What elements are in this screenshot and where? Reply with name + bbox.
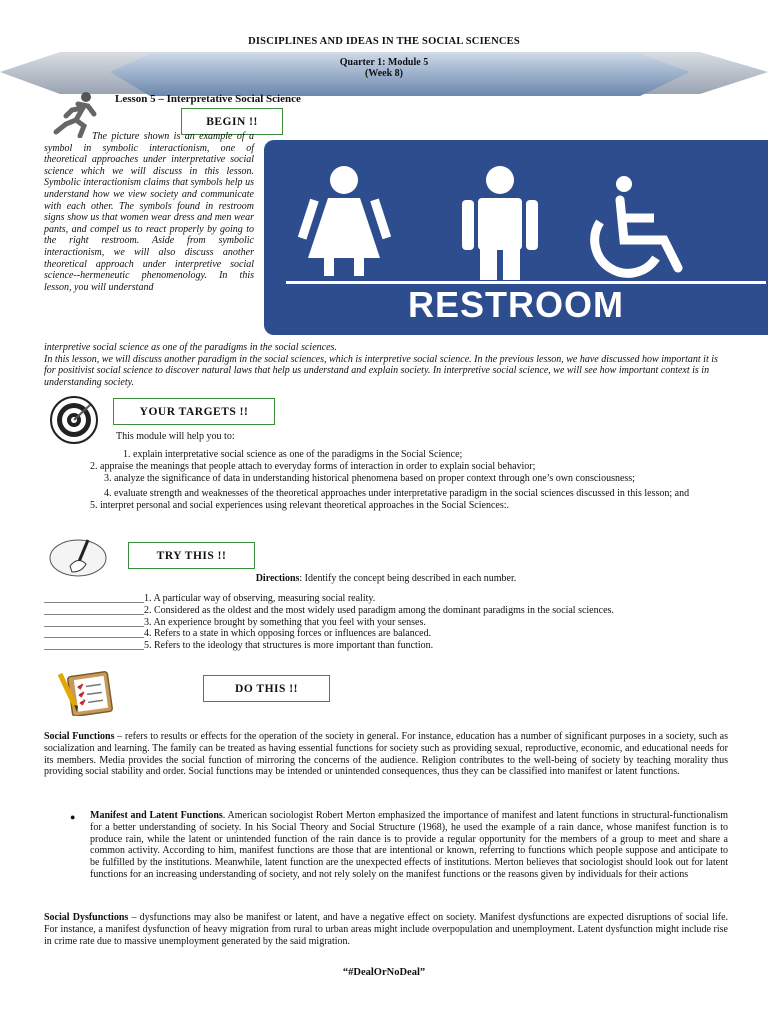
answer-blank[interactable]: ____________________	[44, 616, 144, 628]
dysfunctions-text: – dysfunctions may also be manifest or latent, and have a negative effect on society. Manifest dysfunctions are expected disruptions of social life. For instance, a manifest dysfunction of heavy migration from rural to urban areas might include overpopulation and unemployment. Latent dysfunction might include rise in crime rate due to massive unemployment generated by the said migration.	[44, 912, 729, 947]
intro-continued	[44, 342, 732, 388]
question-item: ____________________5. Refers to the ideology that structures is more important than function.	[44, 640, 434, 652]
footer-quote: “#DealOrNoDeal”	[342, 967, 426, 978]
question-list	[44, 593, 728, 652]
hand-pen-icon	[48, 538, 108, 578]
intro-cont: interpretive social science as one of the paradigms in the social sciences.	[44, 342, 337, 353]
try-this-label: TRY THIS !!	[128, 542, 255, 569]
woman-icon	[298, 166, 391, 276]
manifest-text: . American sociologist Robert Merton emphasized the importance of manifest and latent functions in structural-functionalism for a better understanding of society. In his Social Theory and Social Structure (1968), he used the example of a rain dance, whose manifest function is to produce rain, while the latent or unintended function of the rain dance is to provide a regular opportunity for the members of a group to meet and share a common activity. According to him, manifest functions are those that are intentional or known, referring to functions which people suppose and anticipate to be fulfilled by the institutions. Meanwhile, latent function are the unexpected effects of institutions. Merton believes that sociologist should look out for latent functions for an increasing understanding of society, and not rely solely on the manifest functions or the reasons given by individuals for their actions	[90, 810, 728, 880]
answer-blank[interactable]: ____________________	[44, 604, 144, 616]
lesson-title: Lesson 5 – Interpretative Social Science	[115, 93, 301, 105]
begin-label: BEGIN !!	[181, 108, 283, 135]
question-item: ____________________4. Refers to a state in which opposing forces or influences are balanced.	[44, 628, 432, 640]
answer-blank[interactable]: ____________________	[44, 593, 144, 604]
bullet-icon: ●	[70, 812, 76, 822]
manifest-term: Manifest and Latent Functions	[90, 810, 223, 821]
target-icon	[46, 395, 102, 445]
target-item: 4. evaluate strength and weaknesses of the theoretical approaches under interpretative paradigm in the social sciences discussed in this lesson; and	[104, 488, 690, 500]
sign-text: RESTROOM	[407, 284, 624, 325]
restroom-figures	[264, 140, 768, 290]
target-item: 1. explain interpretative social science as one of the paradigms in the Social Science;	[123, 449, 463, 460]
social-functions-text: – refers to results or effects for the operation of the society in general. For instance, education has a number of significant purposes in a society, such as socialization and learning. The family can be treated as having essential functions for society such as providing sexual, reproductive, economic, and educational needs for its members. Media provides the social function of mirroring the concerns of the audience. Religion contributes to the well-being of society by teaching morality thus providing social stability and order. Social functions may be intended or unintended consequences, thus they can be classified into manifest or latent functions.	[44, 731, 728, 778]
intro-paragraph	[44, 131, 254, 293]
social-functions-paragraph	[44, 731, 728, 778]
intro-first: The picture	[92, 131, 140, 142]
social-dysfunctions-paragraph	[44, 912, 728, 947]
checklist-icon	[54, 670, 116, 716]
man-icon	[462, 166, 538, 280]
intro-para2: In this lesson, we will discuss another paradigm in the social sciences, which is interpretive social science. In the previous lesson, we have discussed how important it is for positivist social science to discover natural laws that help us understand and explain society. In interpretive social science, we will see how important context is in understanding society.	[44, 353, 718, 388]
target-item: 3. analyze the significance of data in understanding historical phenomena based on proper context through one’s own consciousness;	[104, 472, 635, 484]
directions	[44, 573, 728, 585]
answer-blank[interactable]: ____________________	[44, 640, 144, 652]
directions-label: Directions	[255, 573, 300, 584]
quarter-module: Quarter 1: Module 5	[339, 57, 429, 68]
course-title: DISCIPLINES AND IDEAS IN THE SOCIAL SCIENCES	[248, 36, 520, 47]
intro-rest: shown is an example of a symbol in symbolic interactionism, one of theoretical approaches under interpretative social science which we will discuss in this lesson. Symbolic interactionism claims that symbols help us understand how we view society and communicate with each other. The symbols found in restroom signs show us that women wear dress and men wear pants, and compel us to react properly by going to the right restroom. Aside from symbolic interactionism, we will also discuss another theoretical approach under interpretive social science--hermeneutic phenomenology. In this lesson, you will understand	[44, 131, 254, 293]
target-item: 5. interpret personal and social experiences using relevant theoretical approaches in the Social Sciences:.	[90, 500, 510, 512]
question-item: ____________________3. An experience brought by something that you feel with your senses.	[44, 616, 426, 628]
week-label: (Week 8)	[364, 68, 404, 79]
wheelchair-icon	[595, 176, 678, 273]
manifest-latent-paragraph	[90, 810, 728, 881]
target-item: 2. appraise the meanings that people attach to everyday forms of interaction in order to explain social behavior;	[90, 460, 536, 472]
question-item: ____________________2. Considered as the oldest and the most widely used paradigm among the dominant paradigms in the social sciences.	[44, 604, 614, 616]
social-functions-term: Social Functions	[44, 731, 115, 742]
targets-list	[44, 449, 728, 512]
question-item: ____________________1. A particular way of observing, measuring social reality.	[44, 593, 376, 604]
answer-blank[interactable]: ____________________	[44, 628, 144, 640]
targets-intro: This module will help you to:	[116, 431, 235, 442]
targets-label: YOUR TARGETS !!	[113, 398, 275, 425]
directions-text: : Identify the concept being described in each number.	[299, 573, 517, 584]
dysfunctions-term: Social Dysfunctions	[44, 912, 129, 923]
do-this-label: DO THIS !!	[203, 675, 330, 702]
